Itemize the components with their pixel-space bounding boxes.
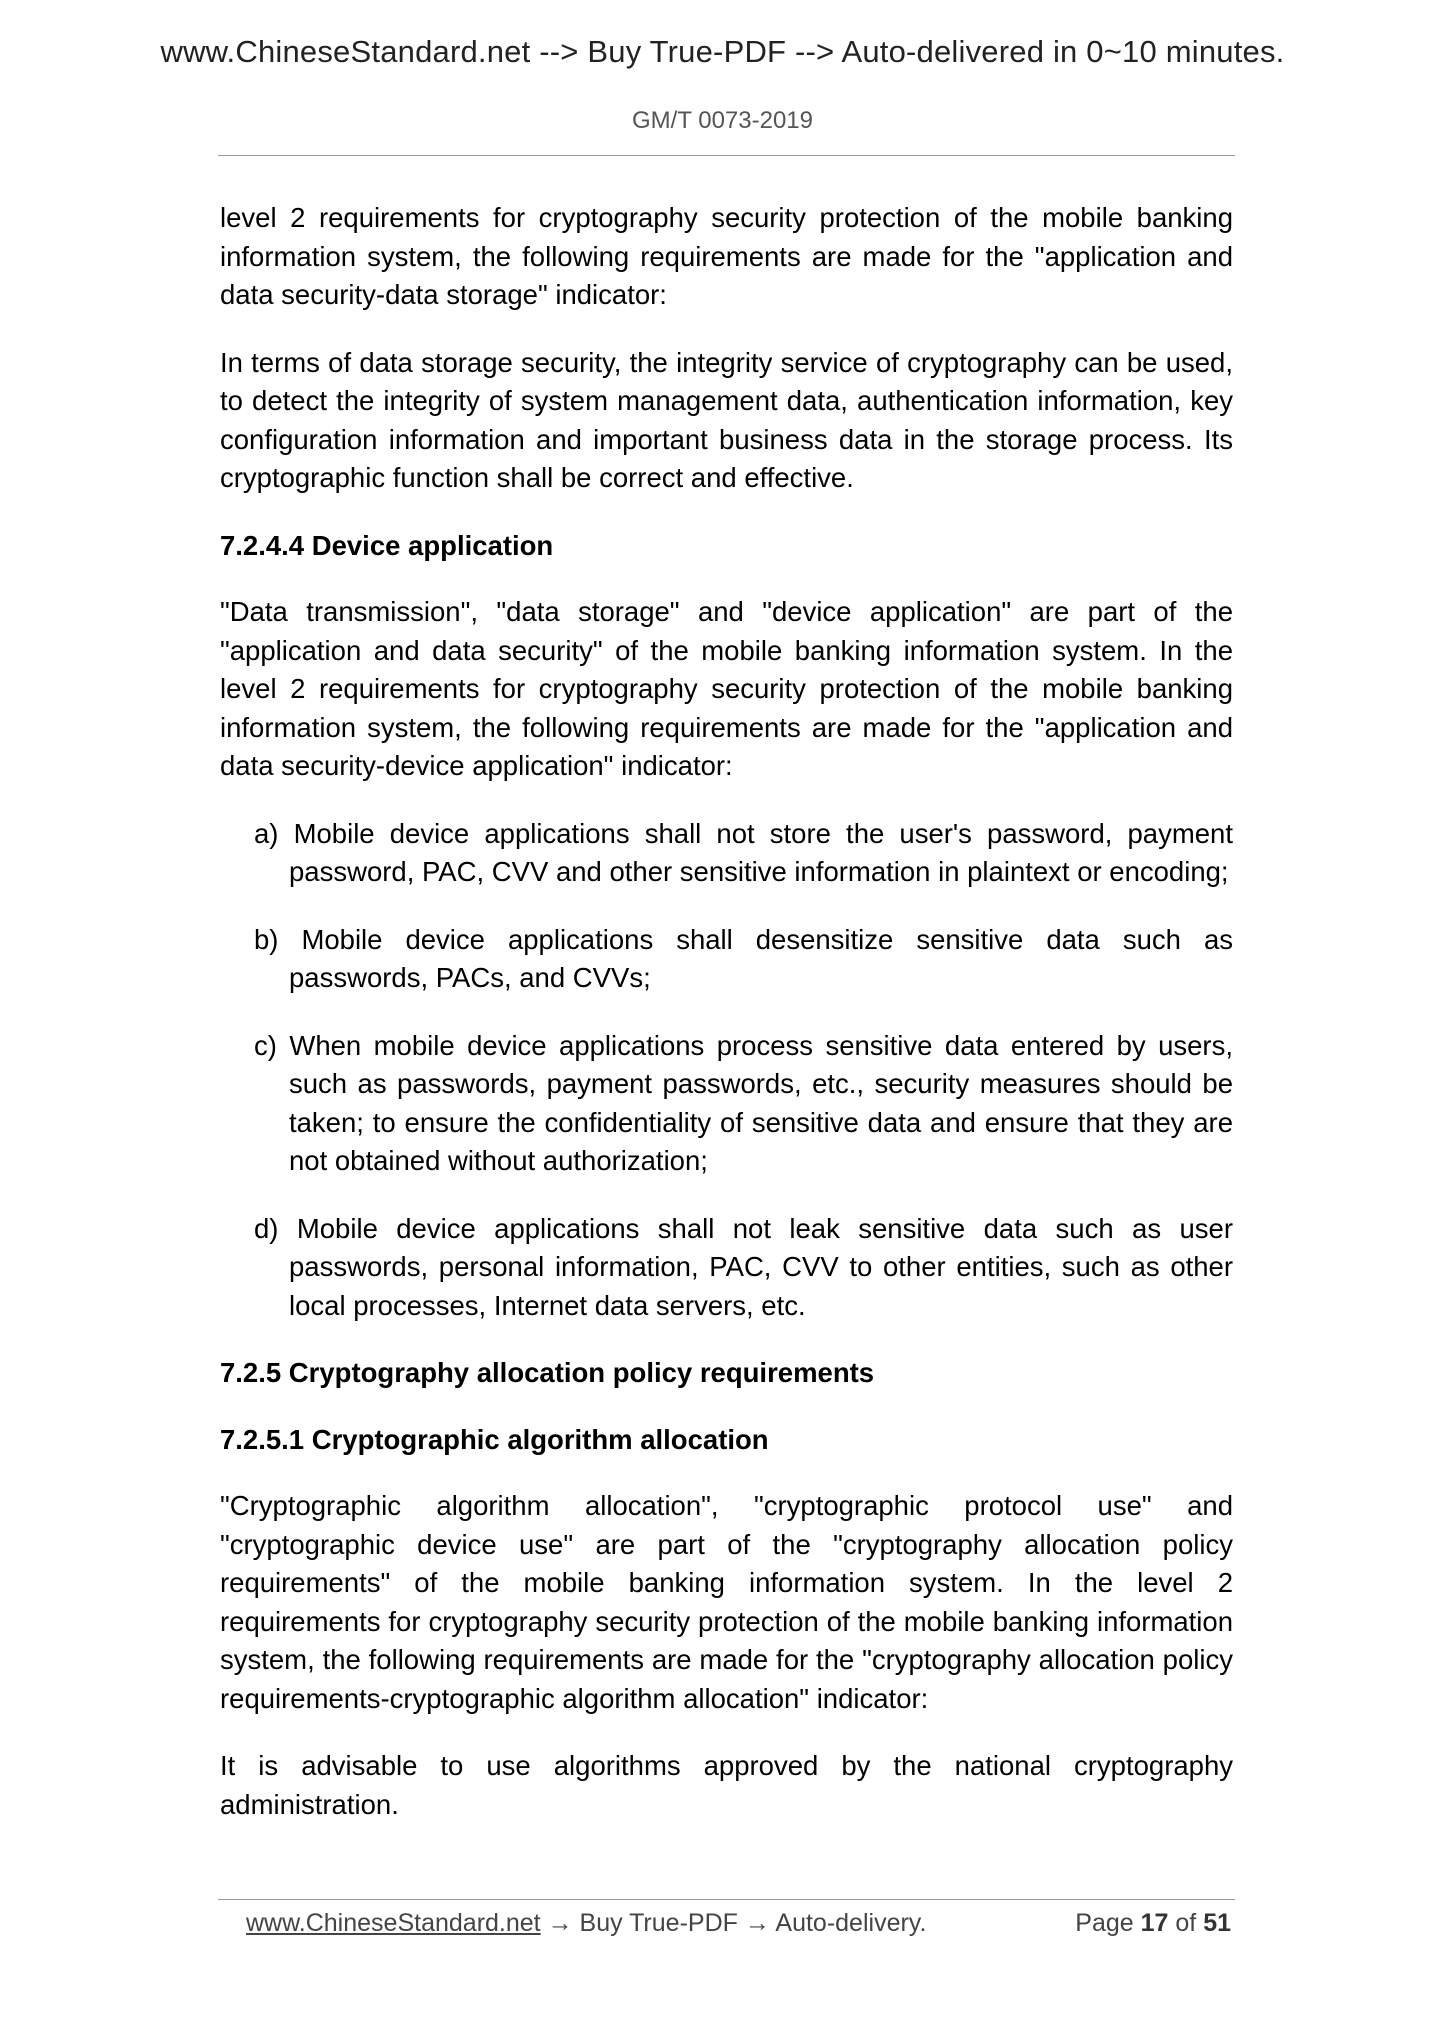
list-item-b: b) Mobile device applications shall desensitize sensitive data such as passwords, PACs, and CVVs; <box>254 923 1233 993</box>
of-label: of <box>1175 1909 1197 1937</box>
paragraph-continued: level 2 requirements for cryptography security protection of the mobile banking information system, the following requirements are made for the "application and data security-data storage" indicator: <box>220 202 1233 310</box>
page-total: 51 <box>1203 1909 1231 1937</box>
heading-7-2-5: 7.2.5 Cryptography allocation policy requirements <box>220 1357 875 1388</box>
footer-site-link[interactable]: www.ChineseStandard.net <box>246 1909 541 1937</box>
document-body <box>220 199 1233 1853</box>
list-item-d: d) Mobile device applications shall not leak sensitive data such as user passwords, personal information, PAC, CVV to other entities, such as other local processes, Internet data servers, etc. <box>254 1212 1233 1321</box>
page-label: Page <box>1075 1909 1134 1937</box>
page-current: 17 <box>1140 1909 1169 1937</box>
page-footer <box>246 1903 1236 1943</box>
heading-7-2-5-1: 7.2.5.1 Cryptographic algorithm allocation <box>220 1423 769 1455</box>
paragraph-algorithm-allocation: "Cryptographic algorithm allocation", "cryptographic protocol use" and "cryptographic device use" are part of the "cryptography allocation policy requirements" of the mobile banking information system. In the level 2 requirements for cryptography security protection of the mobile banking information system, the following requirements are made for the "cryptography allocation policy requirements-cryptographic algorithm allocation" indicator: <box>220 1490 1233 1714</box>
footer-divider <box>218 1899 1235 1900</box>
paragraph-device-application: "Data transmission", "data storage" and "device application" are part of the "application and data security" of the mobile banking information system. In the level 2 requirements for cryptography security protection of the mobile banking information system, the following requirements are made for the "application and data security-device application" indicator: <box>220 596 1233 781</box>
paragraph-data-storage: In terms of data storage security, the integrity service of cryptography can be used, to detect the integrity of system management data, authentication information, key configuration information and important business data in the storage process. Its cryptographic function shall be correct and effective. <box>220 346 1233 493</box>
header-divider <box>218 155 1235 156</box>
list-item-a: a) Mobile device applications shall not store the user's password, payment password, PAC, CVV and other sensitive information in plaintext or encoding; <box>254 817 1233 887</box>
heading-7-2-4-4: 7.2.4.4 Device application <box>220 529 554 561</box>
top-banner: www.ChineseStandard.net --> Buy True-PDF --> Auto-delivered in 0~10 minutes. <box>160 34 1285 69</box>
document-code: GM/T 0073-2019 <box>632 107 813 134</box>
page-indicator <box>1075 1903 1231 1943</box>
footer-promo: → Buy True-PDF → Auto-delivery. <box>540 1909 927 1937</box>
paragraph-advisable: It is advisable to use algorithms approved by the national cryptography administration. <box>220 1750 1233 1820</box>
list-item-c: c) When mobile device applications process sensitive data entered by users, such as passwords, payment passwords, etc., security measures should be taken; to ensure the confidentiality of sensitive data and ensure that they are not obtained without authorization; <box>254 1029 1233 1176</box>
